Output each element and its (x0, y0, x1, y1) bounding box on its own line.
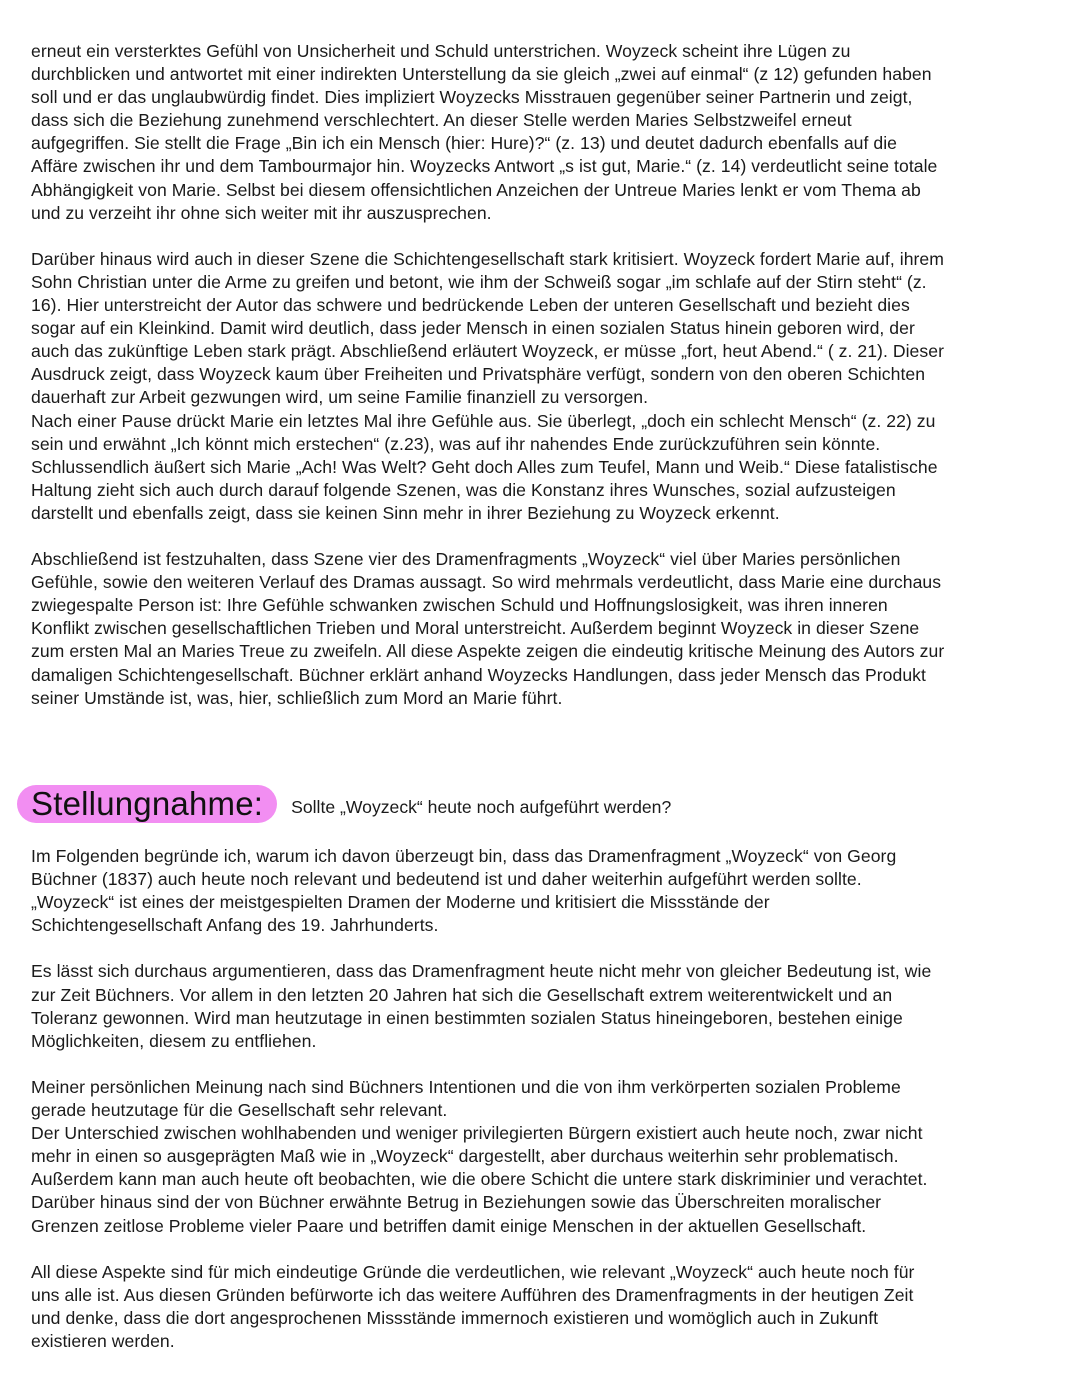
text-line: Toleranz gewonnen. Wird man heutzutage in einen bestimmten sozialen Status hineingeboren, bestehen einige (31, 1007, 903, 1028)
text-line: Es lässt sich durchaus argumentieren, dass das Dramenfragment heute nicht mehr von gleicher Bedeutung ist, wie (31, 961, 932, 982)
analysis-paragraph-2 (31, 248, 1051, 525)
analysis-paragraph-1 (31, 40, 1051, 225)
text-line: seiner Umstände ist, was, hier, schließlich zum Mord an Marie führt. (31, 687, 563, 708)
text-line: soll und er das unglaubwürdig findet. Dies impliziert Woyzecks Misstrauen gegenüber seiner Partnerin und zeigt, (31, 87, 913, 108)
text-line: Büchner (1837) auch heute noch relevant und bedeutend ist und daher weiterhin aufgeführt werden sollte. (31, 869, 862, 890)
text-line: dauerhaft zur Arbeit gezwungen wird, um seine Familie finanziell zu versorgen. (31, 387, 649, 408)
text-line: damaligen Schichtengesellschaft. Büchner erklärt anhand Woyzecks Handlungen, dass jeder Mensch das Produkt (31, 664, 926, 685)
text-line: Darüber hinaus wird auch in dieser Szene die Schichtengesellschaft stark kritisiert. Woyzeck fordert Marie auf, ihrem (31, 248, 944, 269)
analysis-paragraph-3 (31, 548, 1051, 710)
text-line: und zu verzeiht ihr ohne sich weiter mit ihr auszusprechen. (31, 202, 492, 223)
text-line: Ausdruck zeigt, dass Woyzeck kaum über Freiheiten und Privatsphäre verfügt, sondern von den oberen Schichten (31, 364, 926, 385)
text-line: aufgegriffen. Sie stellt die Frage „Bin ich ein Mensch (hier: Hure)?“ (z. 13) und deutet dadurch ebenfalls auf die (31, 133, 897, 154)
text-line: mehr in einen so ausgeprägten Maß wie in „Woyzeck“ dargestellt, aber durchaus weiterhin sehr problematisch. (31, 1146, 899, 1167)
text-line: Außerdem kann man auch heute oft beobachten, wie die obere Schicht die untere stark diskriminier und verachtet. (31, 1169, 928, 1190)
text-line: Nach einer Pause drückt Marie ein letztes Mal ihre Gefühle aus. Sie überlegt, „doch ein schlecht Mensch“ (z. 22) zu (31, 410, 936, 431)
text-line: zwiegespalte Person ist: Ihre Gefühle schwanken zwischen Schuld und Hoffnungslosigkeit, was ihren inneren (31, 595, 888, 616)
analysis-section (31, 40, 1051, 710)
text-line: Abhängigkeit von Marie. Selbst bei diesem offensichtlichen Anzeichen der Untreue Maries lenkt er vom Thema ab (31, 179, 921, 200)
text-line: Schichtengesellschaft Anfang des 19. Jahrhunderts. (31, 915, 439, 936)
text-line: Konflikt zwischen gesellschaftlichen Trieben und Moral unterstreicht. Außerdem beginnt Woyzeck in dieser Szene (31, 618, 920, 639)
paragraph-gap (31, 225, 1051, 248)
text-line: Grenzen zeitlose Probleme vieler Paare und betriffen damit einige Menschen in der aktuellen Gesellschaft. (31, 1215, 867, 1236)
statement-paragraph-3 (31, 1076, 1051, 1238)
text-line: erneut ein versterktes Gefühl von Unsicherheit und Schuld unterstrichen. Woyzeck scheint ihre Lügen zu (31, 41, 851, 61)
statement-heading-badge: Stellungnahme: (17, 785, 277, 823)
text-line: Der Unterschied zwischen wohlhabenden und weniger privilegierten Bürgern existiert auch heute noch, zwar nicht (31, 1123, 923, 1144)
text-line: Im Folgenden begründe ich, warum ich davon überzeugt bin, dass das Dramenfragment „Woyzeck“ von Georg (31, 846, 897, 866)
paragraph-gap (31, 525, 1051, 548)
text-line: Gefühle, sowie den weiteren Verlauf des Dramas aussagt. So wird mehrmals verdeutlicht, dass Marie eine durchaus (31, 572, 942, 593)
text-line: zum ersten Mal an Maries Treue zu zweifeln. All diese Aspekte zeigen die eindeutig kritische Meinung des Autors zur (31, 641, 945, 662)
statement-question: Sollte „Woyzeck“ heute noch aufgeführt werden? (291, 796, 672, 817)
text-line: uns alle ist. Aus diesen Gründen befürworte ich das weitere Aufführen des Dramenfragments in der heutigen Zeit (31, 1284, 914, 1305)
text-line: Schlussendlich äußert sich Marie „Ach! Was Welt? Geht doch Alles zum Teufel, Mann und Weib.“ Diese fatalistische (31, 456, 938, 477)
text-line: Meiner persönlichen Meinung nach sind Büchners Intentionen und die von ihm verkörperten sozialen Probleme (31, 1076, 901, 1097)
statement-paragraph-4 (31, 1261, 1051, 1353)
text-line: Abschließend ist festzuhalten, dass Szene vier des Dramenfragments „Woyzeck“ viel über Maries persönlichen (31, 549, 901, 570)
paragraph-gap (31, 1238, 1051, 1261)
text-line: sogar auf ein Kleinkind. Damit wird deutlich, dass jeder Mensch in einen sozialen Status hinein geboren wird, der (31, 318, 915, 339)
text-line: darstellt und ebenfalls zeigt, dass sie keinen Sinn mehr in ihrer Beziehung zu Woyzeck erkennt. (31, 502, 780, 523)
text-line: Affäre zwischen ihr und dem Tambourmajor hin. Woyzecks Antwort „s ist gut, Marie.“ (z. 14) verdeutlicht seine totale (31, 156, 938, 177)
text-line: Haltung zieht sich auch durch darauf folgende Szenen, was die Konstanz ihres Wunsches, sozial aufzusteigen (31, 479, 896, 500)
text-line: auch das zukünftige Leben stark prägt. Abschließend erläutert Woyzeck, er müsse „fort, heut Abend.“ ( z. 21). Dieser (31, 341, 944, 362)
text-line: und denke, dass die dort angesprochenen Missstände immernoch existieren und womöglich auch in Zukunft (31, 1307, 879, 1328)
statement-paragraph-2 (31, 960, 1051, 1052)
paragraph-gap (31, 1053, 1051, 1076)
text-line: 16). Hier unterstreicht der Autor das schwere und bedrückende Leben der unteren Gesellschaft und bezieht dies (31, 295, 910, 316)
text-line: durchblicken und antwortet mit einer indirekten Unterstellung da sie gleich „zwei auf einmal“ (z 12) gefunden haben (31, 64, 932, 85)
paragraph-gap (31, 937, 1051, 960)
statement-section (31, 845, 1051, 1353)
text-line: existieren werden. (31, 1330, 175, 1351)
statement-header (17, 784, 671, 824)
text-line: sein und erwähnt „Ich könnt mich erstechen“ (z.23), was auf ihr nahendes Ende zurückzuführen sein könnte. (31, 433, 881, 454)
text-line: gerade heutzutage für die Gesellschaft sehr relevant. (31, 1100, 448, 1121)
text-line: All diese Aspekte sind für mich eindeutige Gründe die verdeutlichen, wie relevant „Woyzeck“ auch heute noch für (31, 1261, 915, 1282)
text-line: zur Zeit Büchners. Vor allem in den letzten 20 Jahren hat sich die Gesellschaft extrem weiterentwickelt und an (31, 984, 893, 1005)
text-line: dass sich die Beziehung zunehmend verschlechtert. An dieser Stelle werden Maries Selbstzweifel erneut (31, 110, 852, 131)
statement-paragraph-1 (31, 845, 1051, 937)
text-line: Sohn Christian unter die Arme zu greifen und betont, wie ihm der Schweiß sogar „im schlafe auf der Stirn steht“ (z. (31, 271, 927, 292)
text-line: Darüber hinaus sind der von Büchner erwähnte Betrug in Beziehungen sowie das Überschreiten moralischer (31, 1192, 882, 1213)
text-line: Möglichkeiten, diesem zu entfliehen. (31, 1030, 317, 1051)
text-line: „Woyzeck“ ist eines der meistgespielten Dramen der Moderne und kritisiert die Missstände der (31, 892, 770, 913)
